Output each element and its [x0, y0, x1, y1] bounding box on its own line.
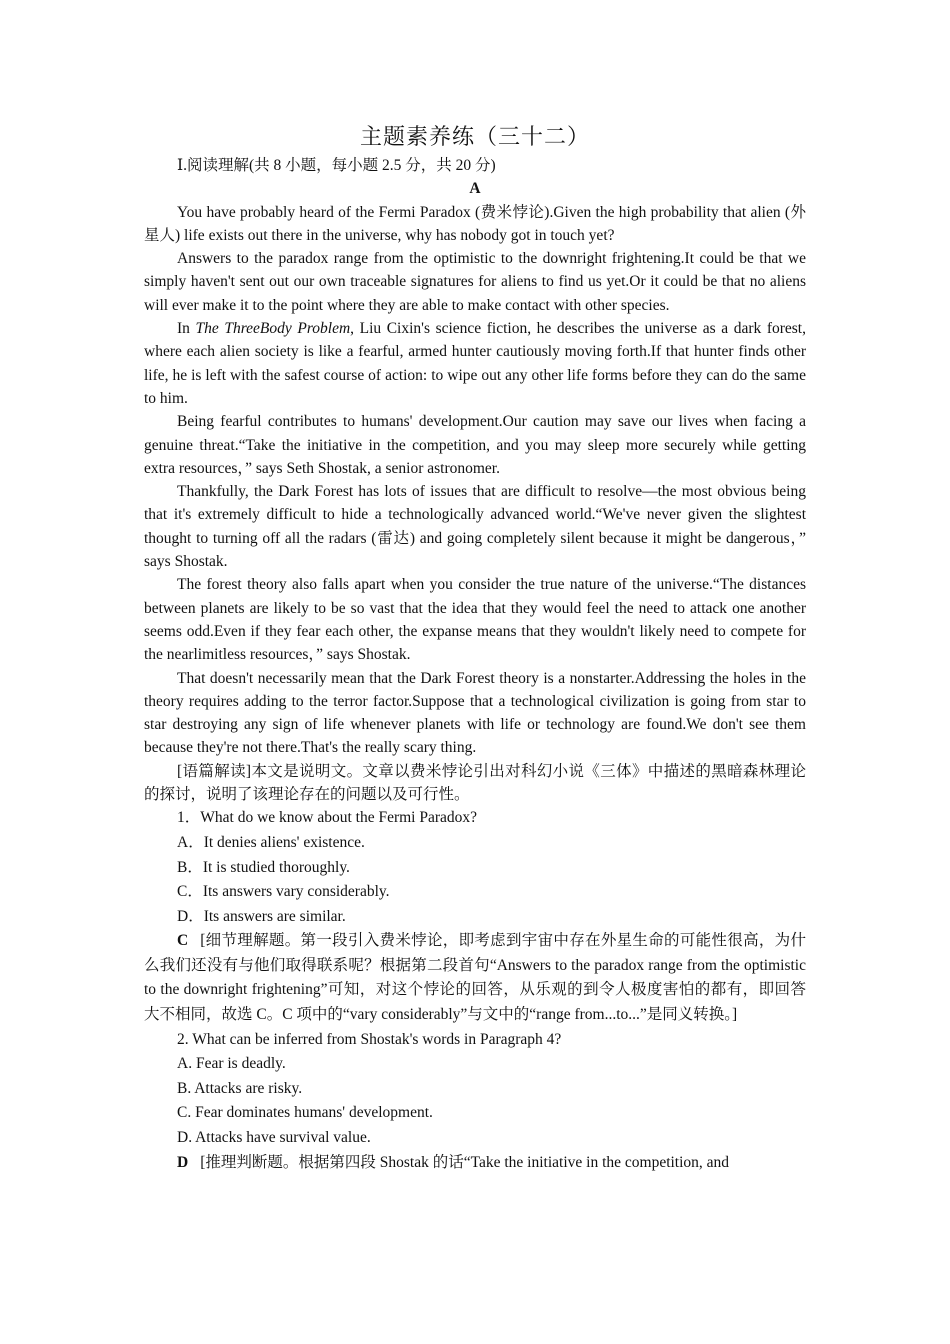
passage-label: A — [469, 180, 481, 198]
question-1-answer-key: C — [177, 932, 189, 950]
question-1-option-b: B．It is studied thoroughly. — [177, 858, 350, 876]
document-page — [144, 122, 806, 1175]
section-heading: Ⅰ.阅读理解(共 8 小题，每小题 2.5 分，共 20 分) — [177, 157, 496, 174]
question-2-option-b: B. Attacks are risky. — [177, 1079, 303, 1097]
paragraph-4: Being fearful contributes to humans' development.Our caution may save our lives when facing a genuine threat.“Take the initiative in the competition, and you may sleep more securely while getting extra resources，” says Seth Shostak, a senior astronomer. — [144, 413, 806, 477]
question-2-answer-key: D — [177, 1153, 189, 1171]
paragraph-6: The forest theory also falls apart when you consider the true nature of the universe.“The distances between planets are likely to be so vast that the idea that they would feel the need to attack one another seems odd.Even if they fear each other, the expanse means that they wouldn't likely need to compete for the nearlimitless resources，” says Shostak. — [144, 576, 806, 664]
question-1-answer — [144, 929, 806, 1027]
question-2-option-c: C. Fear dominates humans' development. — [177, 1104, 433, 1122]
question-1-explanation: [细节理解题。第一段引入费米悖论，即考虑到宇宙中存在外星生命的可能性很高，为什么我们还没有与他们取得联系呢？根据第二段首句“Answers to the paradox range from the optimistic to the downright frightening”可知，对这个悖论的回答，从乐观的到令人极度害怕的都有，即回答大不相同，故选 C。C 项中的“vary considerably”与文中的“range from...to...”是同义转换。] — [144, 932, 806, 1024]
question-2-option-d: D. Attacks have survival value. — [177, 1129, 371, 1147]
question-2-stem: 2. What can be inferred from Shostak's words in Paragraph 4? — [177, 1030, 562, 1048]
paragraph-3 — [144, 317, 806, 410]
passage-analysis: [语篇解读]本文是说明文。文章以费米悖论引出对科幻小说《三体》中描述的黑暗森林理论的探讨，说明了该理论存在的问题以及可行性。 — [144, 762, 806, 804]
question-1-option-d: D．Its answers are similar. — [177, 907, 346, 925]
question-2-option-a: A. Fear is deadly. — [177, 1055, 286, 1073]
page-title: 主题素养练（三十二） — [359, 124, 590, 149]
paragraph-1: You have probably heard of the Fermi Paradox (费米悖论).Given the high probability that alien (外星人) life exists out there in the universe, why has nobody got in touch yet? — [144, 203, 806, 244]
paragraph-3-lead: In — [177, 320, 196, 338]
book-title: The ThreeBody Problem — [195, 320, 351, 338]
paragraph-2: Answers to the paradox range from the optimistic to the downright frightening.It could be that we simply haven't sent out our own traceable signatures for aliens to find us yet.Or it could be that no aliens will ever make it to the point where they are able to make contact with other species. — [144, 250, 806, 314]
paragraph-7: That doesn't necessarily mean that the Dark Forest theory is a nonstarter.Addressing the holes in the theory requires adding to the terror factor.Suppose that a technological civilization is going from star to star destroying any sign of life whenever planets with life or technology are found.We don't see them because they're not there.That's the really scary thing. — [144, 669, 806, 757]
question-2-answer — [144, 1151, 806, 1176]
paragraph-5: Thankfully, the Dark Forest has lots of issues that are difficult to resolve—the most obvious being that it's extremely difficult to hide a technologically advanced world.“We've never given the slightest thought to turning off all the radars (雷达) and going completely silent because it might be dangerous，” says Shostak. — [144, 483, 806, 571]
question-1-option-a: A．It denies aliens' existence. — [177, 833, 365, 851]
question-1-option-c: C．Its answers vary considerably. — [177, 883, 390, 901]
question-2-explanation: [推理判断题。根据第四段 Shostak 的话“Take the initiative in the competition, and — [200, 1153, 730, 1171]
question-1-stem: 1．What do we know about the Fermi Paradox? — [177, 809, 478, 827]
paragraph-3-rest: , Liu Cixin's science fiction, he describes the universe as a dark forest, where each alien society is like a fearful, armed hunter cautiously moving forth.If that hunter finds other life, he is left with the safest course of action: to wipe out any other life forms before they can do the same to him. — [144, 320, 806, 407]
